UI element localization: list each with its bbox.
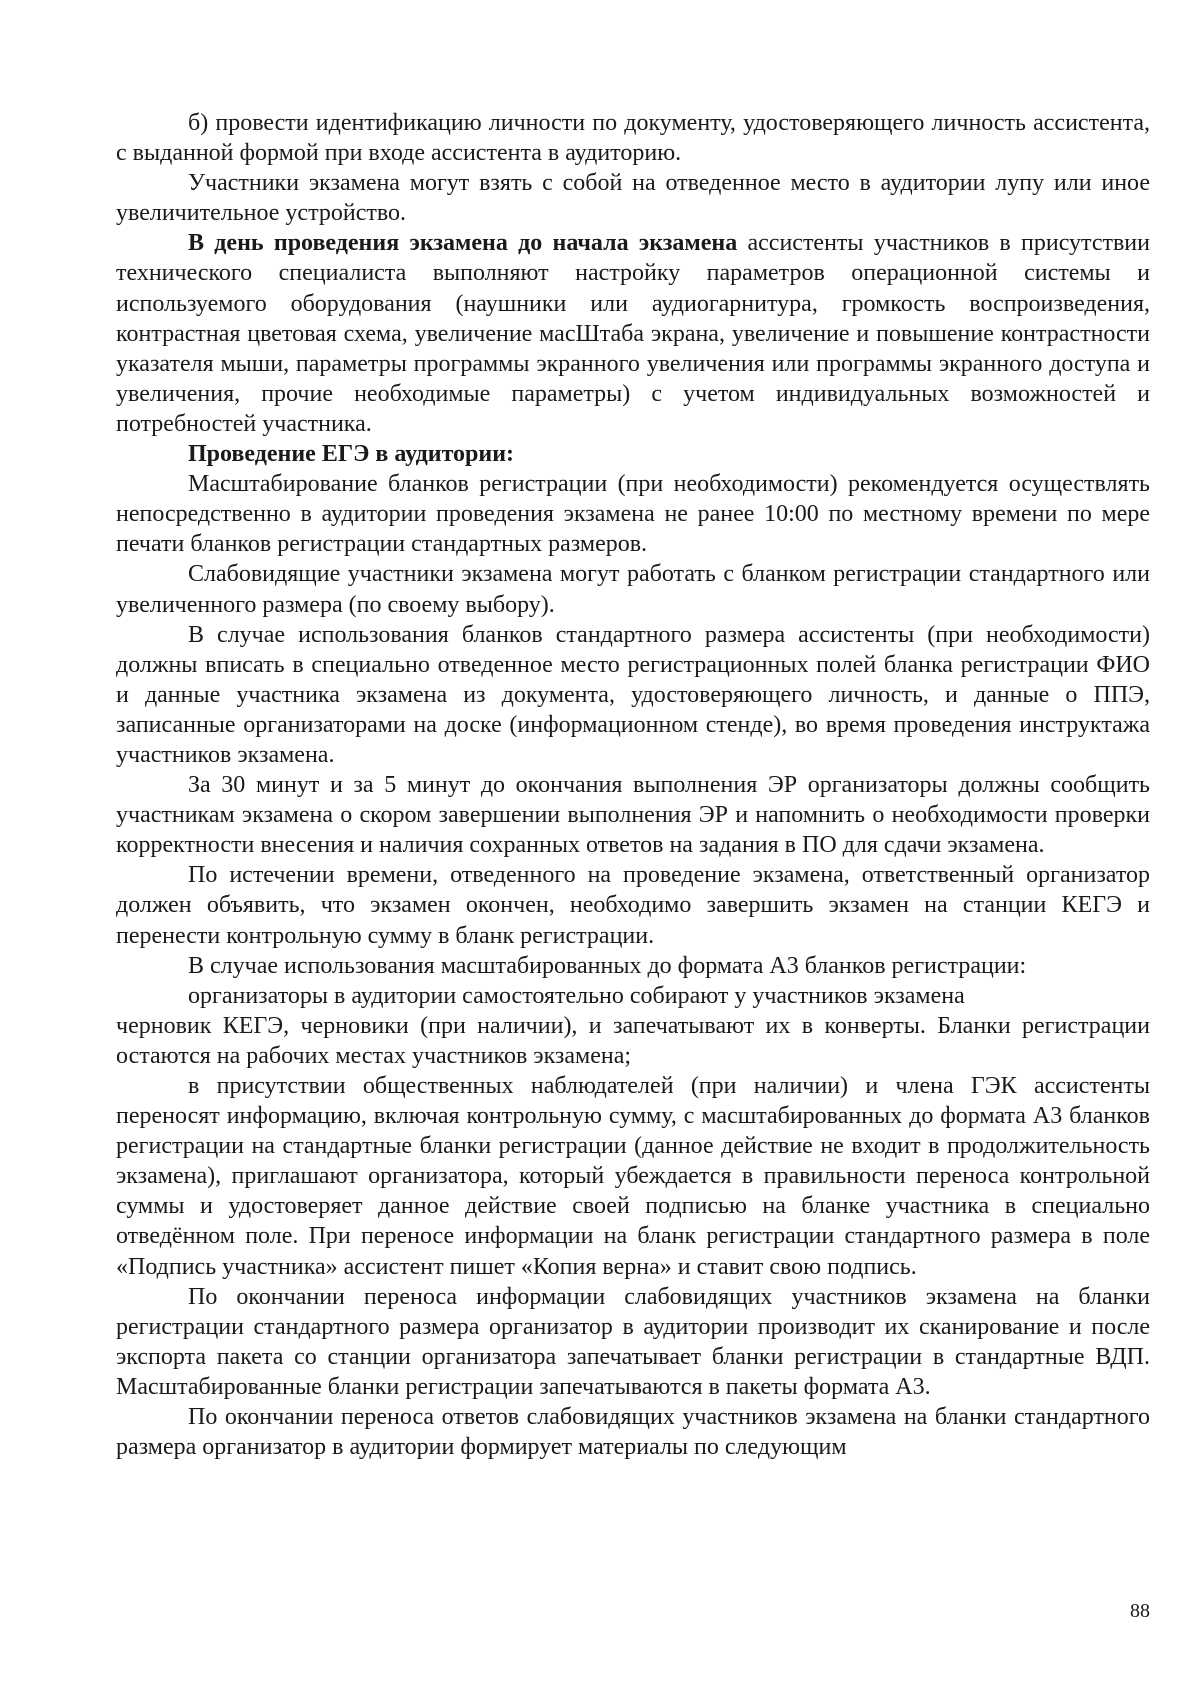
page-number: 88: [1130, 1600, 1150, 1622]
paragraph-scanning: По окончании переноса информации слабовидящих участников экзамена на бланки регистрации стандартного размера организатор в аудитории производит их сканирование и после экспорта пакета со станции организатора запечатывает бланки регистрации в стандартные ВДП. Масштабированные бланки регистрации запечатываются в пакеты формата А3.: [116, 1283, 1150, 1400]
paragraph-materials: По окончании переноса ответов слабовидящих участников экзамена на бланки стандартного размера организатор в аудитории формирует материалы по следующим: [116, 1404, 1150, 1461]
paragraph-identification: б) провести идентификацию личности по документу, удостоверяющего личность ассистента, с выданной формой при входе ассистента в аудиторию.: [116, 110, 1150, 167]
paragraph-magnifier: Участники экзамена могут взять с собой на отведенное место в аудитории лупу или иное увеличительное устройство.: [116, 170, 1150, 227]
paragraph-exam-day-text: ассистенты участников в присутствии технического специалиста выполняют настройку параметров операционной системы и используемого оборудования (наушники или аудиогарнитура, громкость воспроизведения, контрастная цветовая схема, увеличение масШтаба экрана, увеличение и повышение контрастности указателя мыши, параметры программы экранного увеличения или программы экранного доступа и увеличения, прочие необходимые параметры) с учетом индивидуальных возможностей и потребностей участника.: [116, 230, 1150, 437]
paragraph-scaling: Масштабирование бланков регистрации (при необходимости) рекомендуется осуществлять непосредственно в аудитории проведения экзамена не ранее 10:00 по местному времени по мере печати бланков регистрации стандартных размеров.: [116, 471, 1150, 558]
paragraph-exam-end: По истечении времени, отведенного на проведение экзамена, ответственный организатор должен объявить, что экзамен окончен, необходимо завершить экзамен на станции КЕГЭ и перенести контрольную сумму в бланк регистрации.: [116, 862, 1150, 949]
paragraph-collect-drafts-first-line: организаторы в аудитории самостоятельно собирают у участников экзамена: [188, 982, 965, 1009]
paragraph-form-choice: Слабовидящие участники экзамена могут работать с бланком регистрации стандартного или увеличенного размера (по своему выбору).: [116, 561, 1150, 618]
paragraph-a3-case: В случае использования масштабированных до формата А3 бланков регистрации:: [188, 952, 1027, 979]
paragraph-exam-day-setup: [116, 228, 1150, 439]
document-page: [116, 108, 1150, 1462]
section-heading: Проведение ЕГЭ в аудитории:: [188, 441, 515, 468]
paragraph-standard-forms: В случае использования бланков стандартного размера ассистенты (при необходимости) должны вписать в специально отведенное место регистрационных полей бланка регистрации ФИО и данные участника экзамена из документа, удостоверяющего личность, и данные о ППЭ, записанные организаторами на доске (информационном стенде), во время проведения инструктажа участников экзамена.: [116, 621, 1150, 768]
paragraph-time-warning: За 30 минут и за 5 минут до окончания выполнения ЭР организаторы должны сообщить участникам экзамена о скором завершении выполнения ЭР и напомнить о необходимости проверки корректности внесения и наличия сохранных ответов на задания в ПО для сдачи экзамена.: [116, 772, 1150, 859]
paragraph-transfer-info: в присутствии общественных наблюдателей (при наличии) и члена ГЭК ассистенты переносят информацию, включая контрольную сумму, с масштабированных до формата А3 бланков регистрации на стандартные бланки регистрации (данное действие не входит в продолжительность экзамена), приглашают организатора, который убеждается в правильности переноса контрольной суммы и удостоверяет данное действие своей подписью на бланке участника в специально отведённом поле. При переносе информации на бланк регистрации стандартного размера в поле «Подпись участника» ассистент пишет «Копия верна» и ставит свою подпись.: [116, 1073, 1150, 1280]
bold-lead-exam-day: В день проведения экзамена до начала экзамена: [188, 230, 738, 257]
paragraph-collect-drafts: черновик КЕГЭ, черновики (при наличии), и запечатывают их в конверты. Бланки регистрации остаются на рабочих местах участников экзамена;: [116, 1012, 1150, 1069]
